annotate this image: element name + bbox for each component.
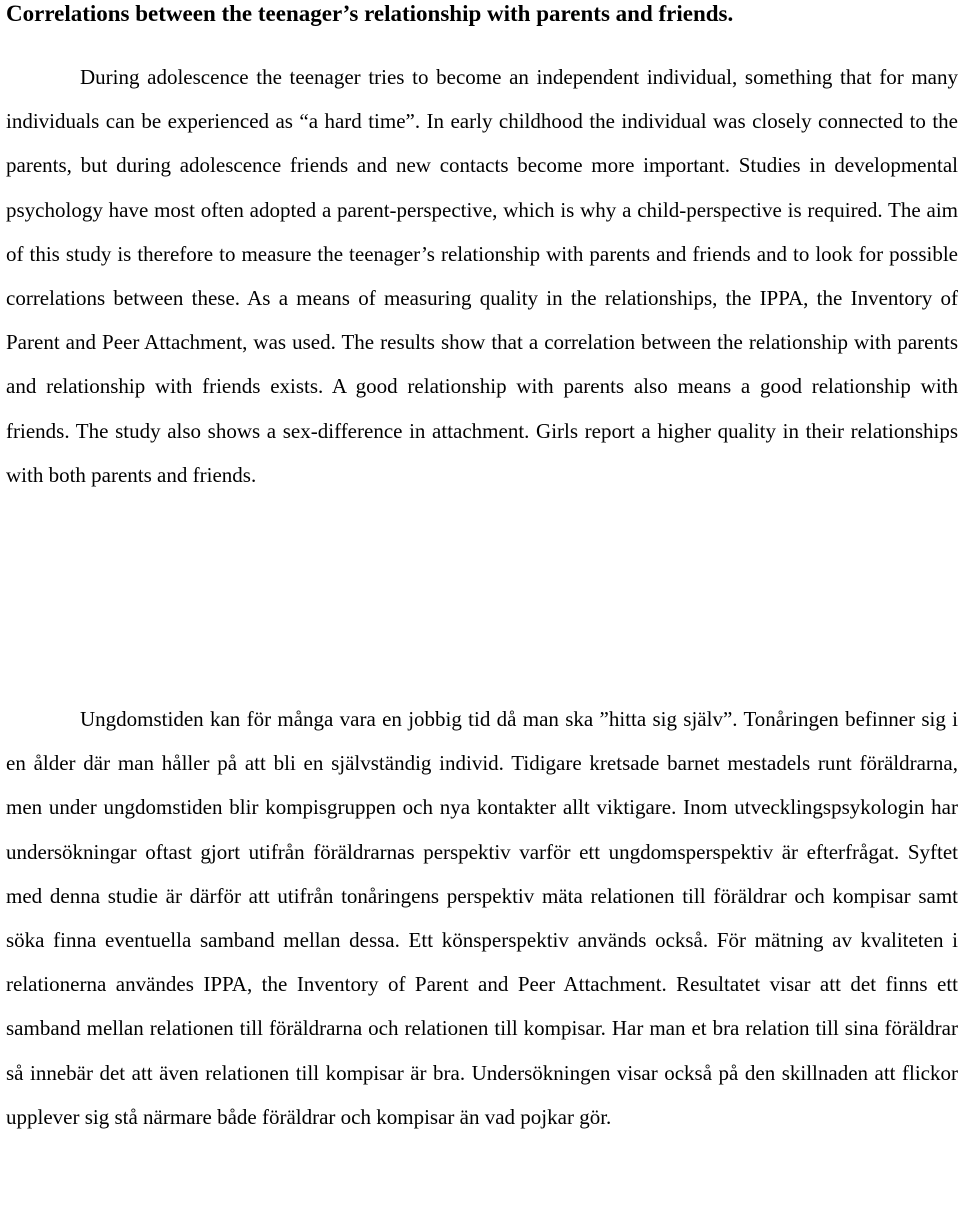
abstract-swedish: Ungdomstiden kan för många vara en jobbig tid då man ska ”hitta sig själv”. Tonåringen befinner sig i en ålder där man håller på att bli en självständig individ. Tidigare kretsade barnet mestadels runt föräldrarna, men under ungdomstiden blir kompisgruppen och nya kontakter allt viktigare. Inom utvecklingspsykologin har undersökningar oftast gjort utifrån föräldrarnas perspektiv varför ett ungdomsperspektiv är efterfrågat. Syftet med denna studie är därför att utifrån tonåringens perspektiv mäta relationen till föräldrar och kompisar samt söka finna eventuella samband mellan dessa. Ett könsperspektiv används också. För mätning av kvaliteten i relationerna användes IPPA, the Inventory of Parent and Peer Attachment. Resultatet visar att det finns ett samband mellan relationen till föräldrarna och relationen till kompisar. Har man et bra relation till sina föräldrar så innebär det att även relationen till kompisar är bra. Undersökningen visar också på den skillnaden att flickor upplever sig stå närmare både föräldrar och kompisar än vad pojkar gör. xyxy=(6,707,958,1129)
abstract-english: During adolescence the teenager tries to become an independent individual, something that for many individuals can be experienced as “a hard time”. In early childhood the individual was closely connected to the parents, but during adolescence friends and new contacts become more important. Studies in developmental psychology have most often adopted a parent-perspective, which is why a child-perspective is required. The aim of this study is therefore to measure the teenager’s relationship with parents and friends and to look for possible correlations between these. As a means of measuring quality in the relationships, the IPPA, the Inventory of Parent and Peer Attachment, was used. The results show that a correlation between the relationship with parents and relationship with friends exists. A good relationship with parents also means a good relationship with friends. The study also shows a sex-difference in attachment. Girls report a higher quality in their relationships with both parents and friends. xyxy=(6,65,958,487)
document-title: Correlations between the teenager’s relationship with parents and friends. xyxy=(6,1,734,26)
